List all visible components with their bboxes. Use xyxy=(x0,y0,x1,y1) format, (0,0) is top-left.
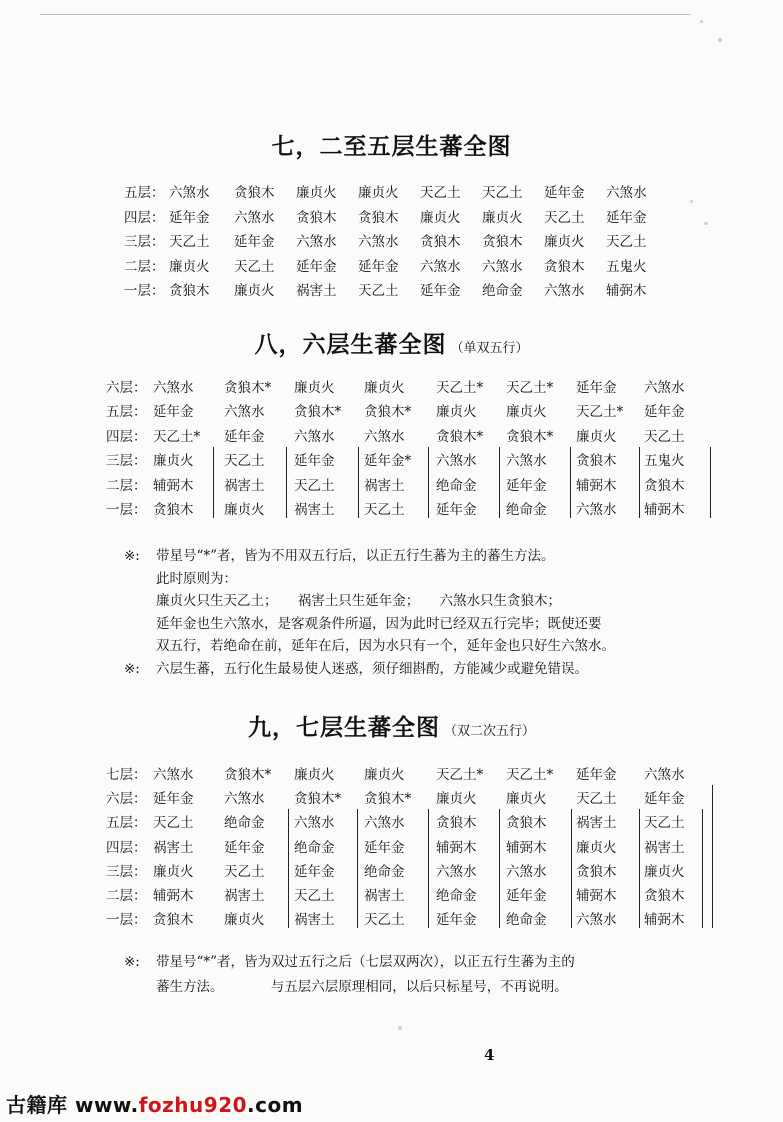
table-cell: 廉贞火 xyxy=(169,258,210,275)
table-cell: 天乙土 xyxy=(606,234,647,251)
table-cell: 贪狼木 xyxy=(576,453,617,470)
table-cell: 天乙土 xyxy=(234,258,275,275)
table-divider xyxy=(286,447,287,518)
table-cell: 辅弼木 xyxy=(576,477,617,494)
table-cell: 六煞水 xyxy=(364,428,405,445)
table-cell: 贪狼木 xyxy=(153,502,194,518)
table-cell: 延年金 xyxy=(358,258,399,275)
note-text: 廉贞火只生天乙土； 祸害土只生延年金； 六煞水只生贪狼木； xyxy=(156,593,561,610)
table-cell: 廉贞火 xyxy=(436,791,477,808)
table-cell: 六煞水 xyxy=(436,453,477,470)
table-divider xyxy=(639,447,640,518)
table-cell: 六煞水 xyxy=(606,185,647,201)
floor-label: 三层： xyxy=(106,863,147,880)
table-cell: 辅弼木 xyxy=(153,888,194,904)
page-number: 4 xyxy=(484,1046,495,1064)
table-cell: 六煞水 xyxy=(234,209,275,226)
table-cell: 廉贞火 xyxy=(436,404,477,421)
table-cell: 六煞水 xyxy=(420,258,461,275)
note-text: 带星号“*”者，皆为双过五行之后（七层双两次），以正五行生蕃为主的 xyxy=(156,954,575,970)
table-cell: 祸害土 xyxy=(153,839,194,856)
table-cell: 祸害土 xyxy=(224,888,265,904)
table-cell: 廉贞火 xyxy=(576,428,617,445)
table-cell: 贪狼木 xyxy=(358,209,399,226)
floor-label: 三层： xyxy=(124,234,165,251)
table-cell: 廉贞火 xyxy=(482,209,523,226)
table-cell: 贪狼木* xyxy=(224,767,272,783)
table-divider xyxy=(571,809,572,928)
table-cell: 贪狼木 xyxy=(436,815,477,832)
table-cell: 六煞水 xyxy=(224,404,265,421)
table-cell: 六煞水 xyxy=(153,767,194,783)
table-cell: 贪狼木* xyxy=(364,404,412,421)
note-text: 延年金也生六煞水，是客观条件所逼，因为此时已经双五行完毕；既使还要 xyxy=(156,615,602,632)
table-cell: 延年金 xyxy=(153,404,194,421)
note-text: 六层生蕃，五行化生最易使人迷惑，须仔细斟酌，方能减少或避免错误。 xyxy=(156,661,588,677)
table-cell: 天乙土* xyxy=(506,380,554,396)
table-cell: 六煞水 xyxy=(436,863,477,880)
note-line xyxy=(156,975,568,995)
table-cell: 贪狼木 xyxy=(506,815,547,832)
table-cell: 贪狼木 xyxy=(420,234,461,251)
table-cell: 延年金 xyxy=(644,404,685,421)
table-cell: 廉贞火 xyxy=(364,767,405,783)
table-cell: 辅弼木 xyxy=(576,888,617,904)
table-cell: 六煞水 xyxy=(169,185,210,201)
table-divider xyxy=(358,447,359,518)
table-cell: 辅弼木 xyxy=(644,912,685,929)
table-cell: 天乙土 xyxy=(544,209,585,226)
table-cell: 六煞水 xyxy=(296,234,337,251)
table-cell: 贪狼木* xyxy=(224,380,272,396)
table-divider xyxy=(213,447,214,518)
table-cell: 贪狼木 xyxy=(644,888,685,904)
table-cell: 祸害土 xyxy=(294,912,335,929)
table-cell: 延年金 xyxy=(169,209,210,226)
table-cell: 六煞水 xyxy=(644,380,685,396)
table-cell: 祸害土 xyxy=(644,839,685,856)
table-cell: 延年金 xyxy=(153,791,194,808)
floor-label: 六层： xyxy=(106,380,147,396)
table-cell: 贪狼木 xyxy=(234,185,275,201)
section-title-8: 八，六层生蕃全图 （单双五行） xyxy=(254,331,529,358)
floor-label: 一层： xyxy=(106,912,147,929)
table-cell: 廉贞火 xyxy=(576,839,617,856)
table-divider xyxy=(702,809,703,928)
table-cell: 贪狼木 xyxy=(169,283,210,300)
floor-label: 二层： xyxy=(124,258,165,275)
table-cell: 天乙土* xyxy=(576,404,624,421)
table-cell: 天乙土 xyxy=(294,888,335,904)
table-cell: 廉贞火 xyxy=(506,791,547,808)
table-cell: 天乙土 xyxy=(169,234,210,251)
table-cell: 六煞水 xyxy=(482,258,523,275)
table-cell: 六煞水 xyxy=(153,380,194,396)
table-cell: 天乙土 xyxy=(364,502,405,518)
table-cell: 延年金 xyxy=(436,912,477,929)
footer-watermark: 古籍库 www.fozhu920.com xyxy=(6,1093,304,1117)
table-cell: 天乙土* xyxy=(506,767,554,783)
note-text: 双五行，若绝命在前，延年在后，因为水只有一个，延年金也只好生六煞水。 xyxy=(156,638,615,655)
table-cell: 贪狼木* xyxy=(294,791,342,808)
table-cell: 天乙土 xyxy=(294,477,335,494)
table-cell: 六煞水 xyxy=(294,428,335,445)
table-cell: 廉贞火 xyxy=(294,767,335,783)
table-cell: 廉贞火 xyxy=(420,209,461,226)
table-cell: 辅弼木 xyxy=(506,839,547,856)
floor-label: 五层： xyxy=(106,404,147,421)
table-cell: 延年金 xyxy=(364,839,405,856)
table-cell: 贪狼木 xyxy=(482,234,523,251)
table-cell: 辅弼木 xyxy=(644,502,685,518)
table-cell: 天乙土* xyxy=(153,428,201,445)
floor-label: 五层： xyxy=(106,815,147,832)
table-cell: 天乙土 xyxy=(644,815,685,832)
note-text: 带星号“*”者，皆为不用双五行后，以正五行生蕃为主的蕃生方法。 xyxy=(156,548,555,564)
scan-speckle xyxy=(398,1026,402,1030)
floor-label: 二层： xyxy=(106,477,147,494)
table-cell: 延年金 xyxy=(606,209,647,226)
section-title-9: 九，七层生蕃全图 （双二次五行） xyxy=(247,714,535,741)
table-cell: 延年金 xyxy=(224,839,265,856)
table-divider xyxy=(428,447,429,518)
note-mark: ※: xyxy=(124,548,140,564)
table-cell: 六煞水 xyxy=(544,283,585,300)
table-cell: 廉贞火 xyxy=(544,234,585,251)
table-cell: 六煞水 xyxy=(294,815,335,832)
table-cell: 延年金 xyxy=(544,185,585,201)
table-cell: 延年金* xyxy=(364,453,412,470)
table-cell: 祸害土 xyxy=(364,888,405,904)
table-cell: 贪狼木 xyxy=(576,863,617,880)
table-cell: 六煞水 xyxy=(506,863,547,880)
table-cell: 延年金 xyxy=(506,477,547,494)
table-cell: 天乙土 xyxy=(358,283,399,300)
table-divider xyxy=(570,447,571,518)
table-cell: 绝命金 xyxy=(224,815,265,832)
table-divider xyxy=(712,785,713,928)
table-cell: 延年金 xyxy=(420,283,461,300)
table-cell: 绝命金 xyxy=(294,839,335,856)
table-cell: 廉贞火 xyxy=(224,502,265,518)
table-cell: 天乙土 xyxy=(224,453,265,470)
table-cell: 延年金 xyxy=(436,502,477,518)
table-cell: 五鬼火 xyxy=(606,258,647,275)
table-divider xyxy=(499,809,500,928)
floor-label: 六层： xyxy=(106,791,147,808)
table-cell: 贪狼木 xyxy=(296,209,337,226)
table-cell: 廉贞火 xyxy=(234,283,275,300)
table-cell: 廉贞火 xyxy=(224,912,265,929)
table-cell: 祸害土 xyxy=(364,477,405,494)
table-cell: 廉贞火 xyxy=(296,185,337,201)
table-cell: 天乙土 xyxy=(576,791,617,808)
table-cell: 延年金 xyxy=(294,453,335,470)
note-line xyxy=(124,544,555,564)
table-cell: 天乙土* xyxy=(436,767,484,783)
note-line xyxy=(124,950,575,970)
table-cell: 六煞水 xyxy=(576,912,617,929)
floor-label: 四层： xyxy=(106,839,147,856)
note-text: 此时原则为： xyxy=(156,570,237,587)
table-cell: 廉贞火 xyxy=(294,380,335,396)
table-cell: 延年金 xyxy=(224,428,265,445)
table-cell: 延年金 xyxy=(506,888,547,904)
table-cell: 天乙土* xyxy=(436,380,484,396)
note-line xyxy=(124,657,588,677)
floor-label: 一层： xyxy=(106,502,147,518)
table-cell: 延年金 xyxy=(294,863,335,880)
floor-label: 四层： xyxy=(124,209,165,226)
scan-speckle xyxy=(704,222,708,225)
table-cell: 廉贞火 xyxy=(153,453,194,470)
table-cell: 祸害土 xyxy=(296,283,337,300)
table-cell: 辅弼木 xyxy=(606,283,647,300)
table-divider xyxy=(639,809,640,928)
table-cell: 六煞水 xyxy=(576,502,617,518)
table-divider xyxy=(710,447,711,518)
scan-speckle xyxy=(700,20,703,23)
table-cell: 延年金 xyxy=(644,791,685,808)
note-line xyxy=(156,567,237,587)
table-cell: 绝命金 xyxy=(364,863,405,880)
floor-label: 四层： xyxy=(106,428,147,445)
table-cell: 廉贞火 xyxy=(644,863,685,880)
table-cell: 延年金 xyxy=(576,767,617,783)
table-cell: 天乙土 xyxy=(482,185,523,201)
table-cell: 五鬼火 xyxy=(644,453,685,470)
floor-label: 三层： xyxy=(106,453,147,470)
table-cell: 辅弼木 xyxy=(153,477,194,494)
table-cell: 廉贞火 xyxy=(364,380,405,396)
table-cell: 六煞水 xyxy=(358,234,399,251)
table-divider xyxy=(288,809,289,928)
table-cell: 天乙土 xyxy=(364,912,405,929)
note-line xyxy=(156,612,602,632)
table-cell: 绝命金 xyxy=(436,477,477,494)
table-divider xyxy=(428,809,429,928)
table-cell: 六煞水 xyxy=(364,815,405,832)
table-cell: 天乙土 xyxy=(644,428,685,445)
note-mark: ※: xyxy=(124,661,140,677)
table-cell: 延年金 xyxy=(234,234,275,251)
floor-label: 七层： xyxy=(106,767,147,783)
section-title-7: 七，二至五层生蕃全图 xyxy=(271,133,512,160)
table-cell: 贪狼木 xyxy=(153,912,194,929)
table-cell: 六煞水 xyxy=(506,453,547,470)
note-text: 蕃生方法。 与五层六层原理相同，以后只标星号，不再说明。 xyxy=(156,979,568,995)
table-cell: 绝命金 xyxy=(482,283,523,300)
table-cell: 祸害土 xyxy=(576,815,617,832)
table-cell: 廉贞火 xyxy=(153,863,194,880)
table-cell: 贪狼木 xyxy=(544,258,585,275)
note-line xyxy=(156,589,561,609)
table-cell: 延年金 xyxy=(296,258,337,275)
table-cell: 祸害土 xyxy=(294,502,335,518)
scan-speckle xyxy=(690,200,693,203)
table-cell: 贪狼木* xyxy=(436,428,484,445)
table-divider xyxy=(499,447,500,518)
table-cell: 绝命金 xyxy=(436,888,477,904)
table-cell: 绝命金 xyxy=(506,912,547,929)
note-line xyxy=(156,634,615,654)
table-cell: 廉贞火 xyxy=(358,185,399,201)
table-cell: 廉贞火 xyxy=(506,404,547,421)
table-cell: 祸害土 xyxy=(224,477,265,494)
scan-edge-line xyxy=(40,14,690,15)
table-cell: 延年金 xyxy=(576,380,617,396)
table-cell: 贪狼木* xyxy=(294,404,342,421)
table-cell: 绝命金 xyxy=(506,502,547,518)
table-cell: 六煞水 xyxy=(224,791,265,808)
table-cell: 天乙土 xyxy=(153,815,194,832)
table-cell: 贪狼木* xyxy=(364,791,412,808)
scan-speckle xyxy=(718,38,722,42)
floor-label: 一层： xyxy=(124,283,165,300)
note-mark: ※: xyxy=(124,954,140,970)
floor-label: 五层： xyxy=(124,185,165,201)
table-divider xyxy=(357,809,358,928)
table-cell: 六煞水 xyxy=(644,767,685,783)
table-cell: 贪狼木 xyxy=(644,477,685,494)
table-cell: 天乙土 xyxy=(224,863,265,880)
floor-label: 二层： xyxy=(106,888,147,904)
table-cell: 辅弼木 xyxy=(436,839,477,856)
table-cell: 贪狼木* xyxy=(506,428,554,445)
table-cell: 天乙土 xyxy=(420,185,461,201)
